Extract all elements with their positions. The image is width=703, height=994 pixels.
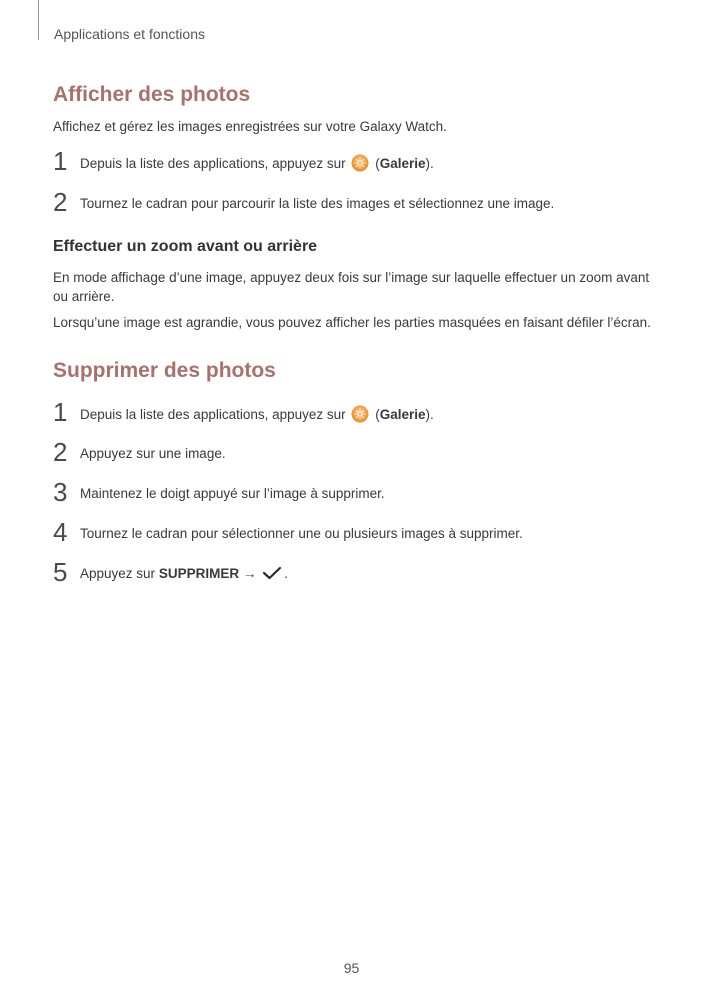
section-title-view-photos: Afficher des photos [53, 83, 251, 106]
step-text: Depuis la liste des applications, appuyez sur (Galerie). [80, 407, 434, 422]
section-intro: Affichez et gérez les images enregistrées sur votre Galaxy Watch. [53, 119, 447, 134]
header-divider [38, 0, 39, 40]
arrow-icon: → [242, 566, 257, 581]
step-number: 3 [53, 477, 68, 507]
step-5 [53, 557, 663, 587]
step-text: Appuyez sur SUPPRIMER → . [80, 566, 288, 581]
subsection-title-zoom: Effectuer un zoom avant ou arrière [53, 238, 318, 255]
gallery-app-icon [351, 405, 369, 423]
step-number: 4 [53, 517, 68, 547]
gallery-app-icon [351, 154, 369, 172]
step-text: Tournez le cadran pour parcourir la liste des images et sélectionnez une image. [80, 196, 555, 211]
section-title-delete-photos: Supprimer des photos [53, 359, 276, 382]
page-header: Applications et fonctions [54, 26, 205, 42]
step-text: Appuyez sur une image. [80, 446, 226, 461]
step-3 [53, 477, 663, 507]
step-number: 5 [53, 557, 68, 587]
zoom-paragraph-2: Lorsqu’une image est agrandie, vous pouvez afficher les parties masquées en faisant défiler l’écran. [53, 315, 651, 330]
step-number: 2 [53, 437, 68, 467]
checkmark-icon [262, 566, 282, 580]
step-2 [53, 437, 663, 467]
step-text: Maintenez le doigt appuyé sur l’image à supprimer. [80, 486, 385, 501]
page-number: 95 [343, 960, 360, 976]
delete-label: SUPPRIMER [158, 566, 240, 581]
step-number: 1 [53, 146, 68, 176]
zoom-paragraph-1: En mode affichage d’une image, appuyez deux fois sur l’image sur laquelle effectuer un zoom avant ou arrière. [53, 270, 650, 304]
step-text: Tournez le cadran pour sélectionner une ou plusieurs images à supprimer. [80, 526, 523, 541]
step-4 [53, 517, 663, 547]
step-1 [53, 146, 663, 176]
step-number: 2 [53, 187, 68, 217]
step-2 [53, 187, 663, 217]
step-number: 1 [53, 397, 68, 427]
step-1 [53, 397, 663, 427]
step-text: Depuis la liste des applications, appuyez sur (Galerie). [80, 156, 434, 171]
